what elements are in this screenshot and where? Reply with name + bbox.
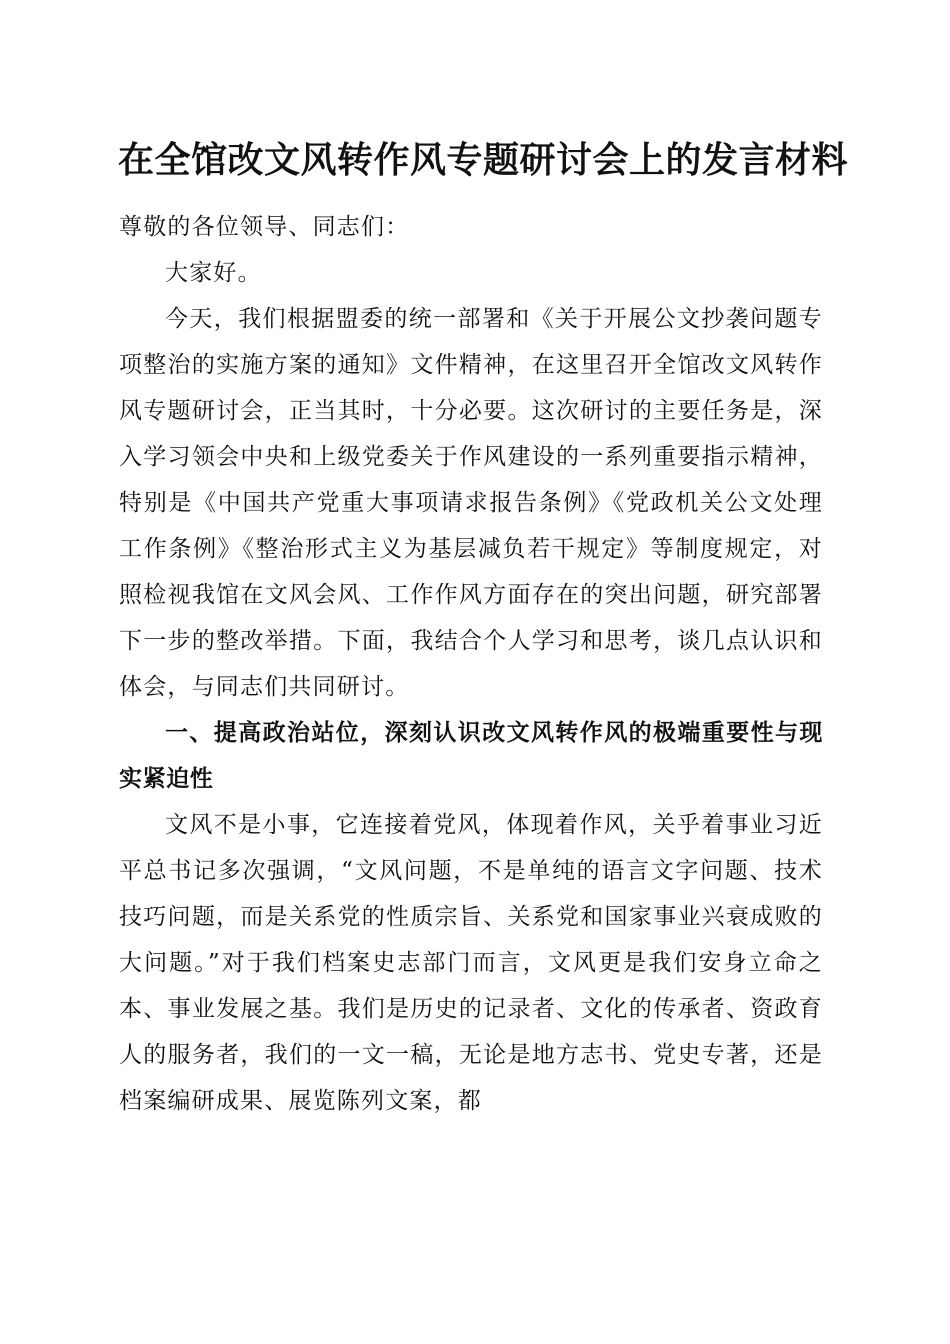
salutation: 尊敬的各位领导、同志们： bbox=[119, 214, 410, 240]
greeting: 大家好。 bbox=[165, 260, 262, 286]
intro-paragraph: 今天，我们根据盟委的统一部署和《关于开展公文抄袭问题专项整治的实施方案的通知》文件精神，在这里召开全馆改文风转作风专题研讨会，正当其时，十分必要。这次研讨的主要任务是，深入学习领会中央和上级党委关于作风建设的一系列重要指示精神，特别是《中国共产党重大事项请求报告条例》《党政机关公文处理工作条例》《整治形式主义为基层减负若干规定》等制度规定，对照检视我馆在文风会风、工作作风方面存在的突出问题，研究部署下一步的整改举措。下面，我结合个人学习和思考，谈几点认识和体会，与同志们共同研讨。 bbox=[119, 306, 823, 700]
body-paragraph: 文风不是小事，它连接着党风，体现着作风，关乎着事业习近平总书记多次强调，“文风问题，不是单纯的语言文字问题、技术技巧问题，而是关系党的性质宗旨、关系党和国家事业兴衰成败的大问题。”对于我们档案史志部门而言，文风更是我们安身立命之本、事业发展之基。我们是历史的记录者、文化的传承者、资政育人的服务者，我们的一文一稿，无论是地方志书、党史专著，还是档案编研成果、展览陈列文案，都 bbox=[119, 812, 823, 1114]
document-title: 在全馆改文风转作风专题研讨会上的发言材料 bbox=[118, 139, 849, 181]
document-body bbox=[119, 204, 823, 1124]
section-heading: 一、提高政治站位，深刻认识改文风转作风的极端重要性与现实紧迫性 bbox=[119, 720, 823, 792]
